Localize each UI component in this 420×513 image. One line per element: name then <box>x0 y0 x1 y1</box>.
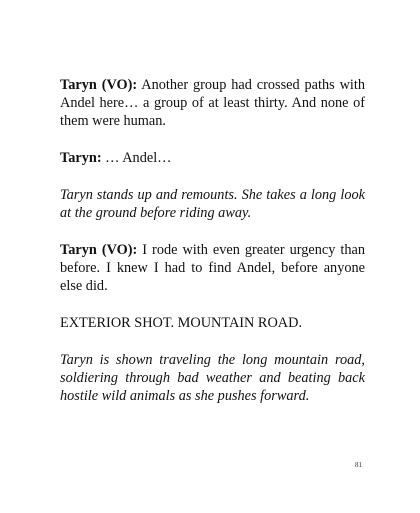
dialogue-block <box>60 149 365 167</box>
dialogue-block <box>60 241 365 295</box>
speaker-name: Taryn (VO): <box>60 77 138 93</box>
dialogue-text: Another group had crossed paths with Andel here… a group of at least thirty. And none of them were human. <box>60 77 365 129</box>
dialogue-block <box>60 76 365 130</box>
action-description: Taryn stands up and remounts. She takes a long look at the ground before riding away. <box>60 187 365 221</box>
speaker-name: Taryn (VO): <box>60 242 138 258</box>
dialogue-text: … Andel… <box>101 150 172 166</box>
action-description: Taryn is shown traveling the long mountain road, soldiering through bad weather and beating back hostile wild animals as she pushes forward. <box>60 352 365 404</box>
page-number: 81 <box>355 461 362 469</box>
speaker-name: Taryn: <box>60 150 102 166</box>
scene-heading: EXTERIOR SHOT. MOUNTAIN ROAD. <box>60 315 303 331</box>
script-body <box>60 76 365 424</box>
dialogue-text: I rode with even greater urgency than before. I knew I had to find Andel, before anyone else did. <box>60 242 366 294</box>
